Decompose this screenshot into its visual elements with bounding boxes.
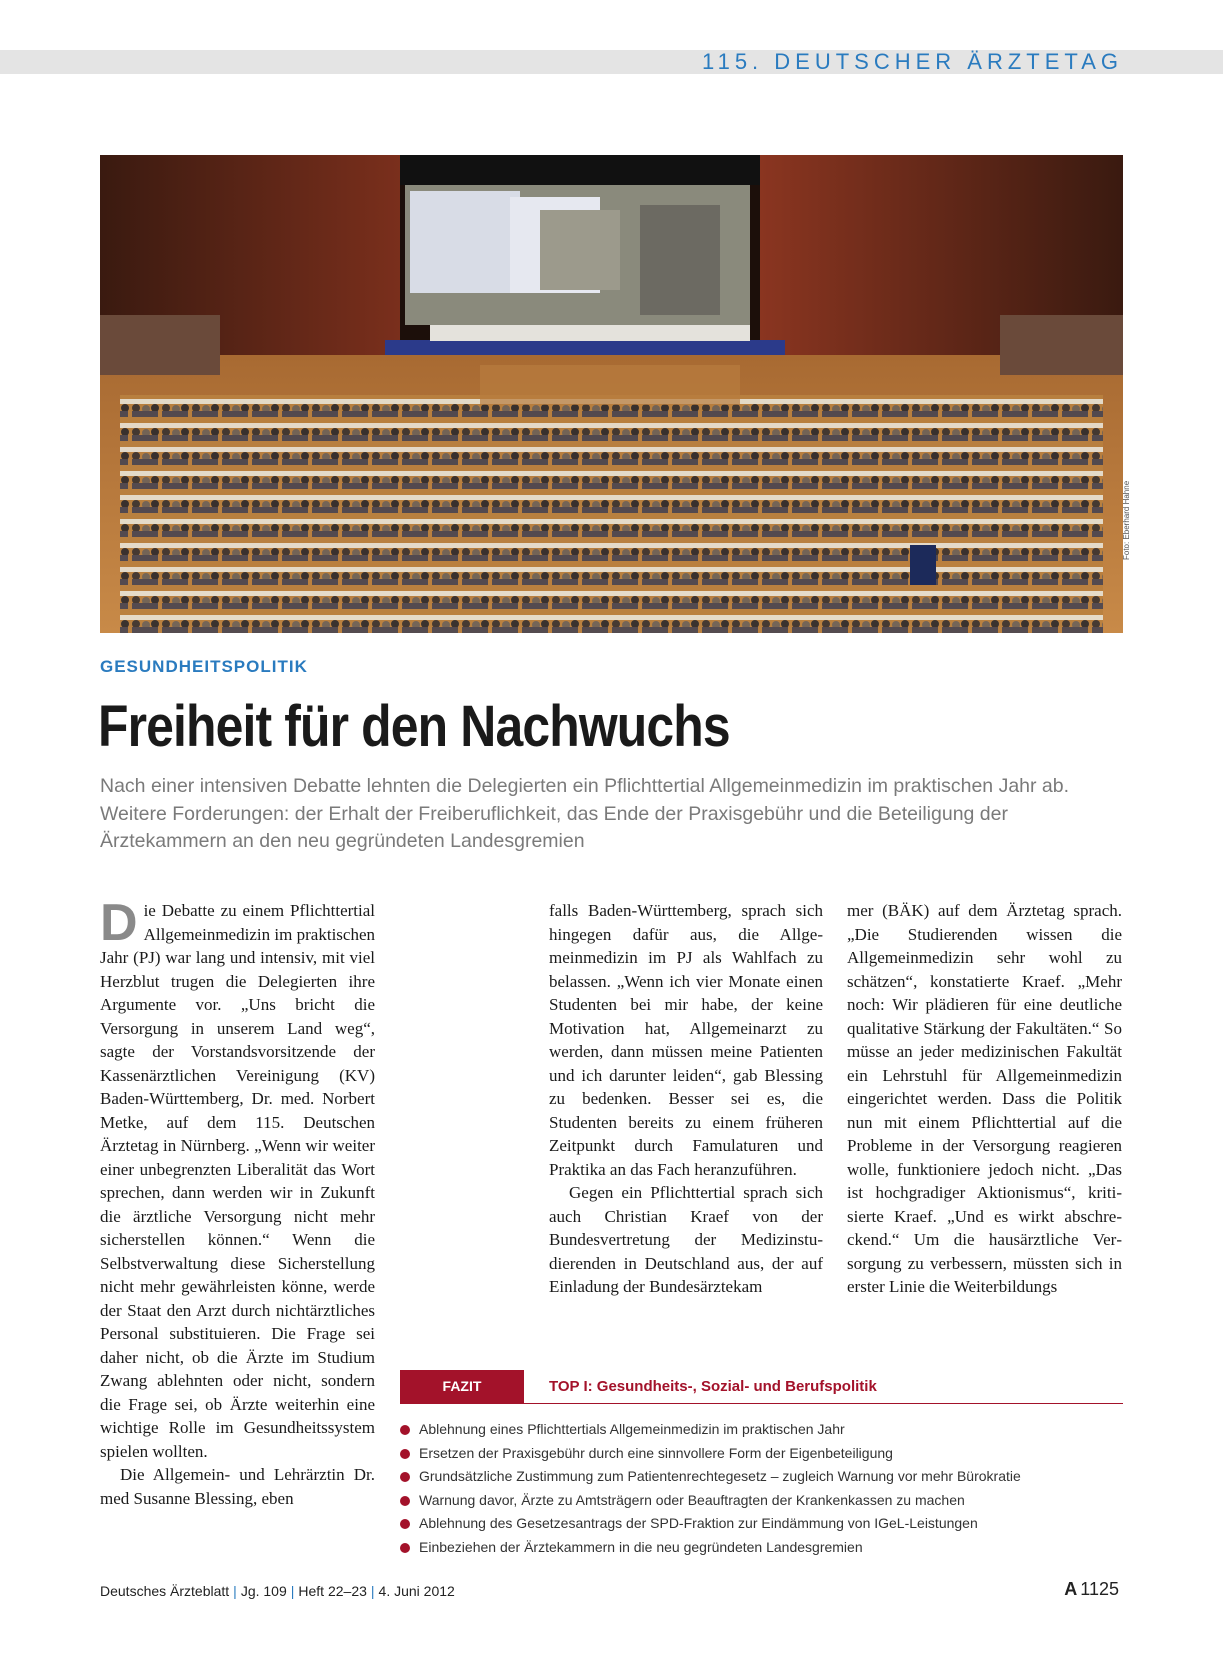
volume: Jg. 109 [240,1583,287,1599]
text-column-2 [549,899,823,1299]
drop-cap: D [100,894,138,952]
text-column-3 [847,899,1122,1299]
paragraph [100,894,375,1463]
issue: Heft 22–23 [298,1583,367,1599]
paragraph-text: ie Debatte zu einem Pflichttertial Allgemeinmedizin im praktischen Jahr (PJ) war lang und intensiv, mit viel Herzblut trugen die Delegierten ihre Argumente vor. „Uns bricht die Versorgung in unserem Land weg“, sagte der Vorstandsvorsitzende der Kassenärztlichen Vereinigung (KV) Baden-Württemberg, Dr. med. Norbert Metke, auf dem 115. Deutschen Ärztetag in Nürnberg. „Wenn wir weiter einer unbegrenzten Liberalität das Wort sprechen, dann werden wir in Zukunft die ärztliche Versorgung nicht mehr sicherstellen können.“ Wenn die Selbstverwaltung diese Sicherstellung nicht mehr gewährleisten könne, werde der Staat den Arzt durch nichtärztliches Personal substituieren. Die Frage sei daher nicht, ob die Ärzte im Studium Zwang ablehnten oder nicht, sondern die Frage sei, ob Ärzte weiterhin eine wichtige Rolle im Gesundheitssystem spielen wollten. [100,901,375,1461]
rubric: GESUNDHEITSPOLITIK [100,657,308,676]
issue-date: 4. Juni 2012 [378,1583,455,1599]
lead-paragraph: Nach einer intensiven Debatte lehnten die Delegierten ein Pflichttertial Allgemeinmedizin im praktischen Jahr ab. Weitere Forderungen: der Erhalt der Freiberuflichkeit, das Ende der Praxisgebühr und die Beteiligung der Ärztekammern an den neu gegründeten Landesgremien [100,775,1070,852]
bullet-icon [400,1543,410,1553]
paragraph: Die Allgemein- und Lehrärztin Dr. med Susanne Blessing, eben [100,1465,375,1508]
paragraph: mer (BÄK) auf dem Ärztetag sprach. „Die Studierenden wissen die Allgemeinmedizin sehr wohl zu schätzen“, konstatierte Kraef. „Mehr noch: Wir plädieren für eine deutliche qualitative Stärkung der Fakultäten.“ So müsse an jeder medizinischen Fakultät ein Lehrstuhl für Allgemeinmedizin eingerichtet werden. Dass die Politik nun mit einem Pflichttertial auf die Probleme in der Versorgung reagieren wolle, funktioniere jedoch nicht. „Das ist hochgradiger Aktionismus“, kritisierte Kraef. „Und es wirkt abschreckend.“ Um die hausärztliche Versorgung zu verbessern, müssten sich in erster Linie die Weiterbildungs [847,901,1122,1296]
fazit-label: FAZIT [400,1370,524,1403]
photo-credit: Foto: Eberhard Hahne [1122,480,1131,560]
page-prefix: A [1064,1579,1078,1599]
headline: Freiheit für den Nachwuchs [98,694,730,759]
fazit-title: TOP I: Gesundheits-, Sozial- und Berufspolitik [549,1378,877,1395]
fazit-header [400,1370,1123,1404]
separator: | [290,1583,295,1599]
fazit-box [400,1370,1123,1560]
paragraph: Gegen ein Pflichttertial sprach sich auch Christian Kraef von der Bundesvertretung der Medizinstudierenden in Deutschland aus, der auf Einladung der Bundesärztekam [549,1183,823,1296]
hero-photo [100,155,1123,633]
text-column-1 [100,894,375,1510]
list-item: Warnung davor, Ärzte zu Amtsträgern oder Beauftragten der Krankenkassen zu machen [400,1489,1123,1513]
list-item: Einbeziehen der Ärztekammern in die neu gegründeten Landesgremien [400,1536,1123,1560]
separator: | [233,1583,237,1599]
list-item: Grundsätzliche Zustimmung zum Patientenrechtegesetz – zugleich Warnung vor mehr Bürokratie [400,1465,1123,1489]
bullet-icon [400,1449,410,1459]
bullet-icon [400,1496,410,1506]
list-item: Ablehnung des Gesetzesantrags der SPD-Fraktion zur Eindämmung von IGeL-Leistungen [400,1512,1123,1536]
bullet-icon [400,1425,410,1435]
bullet-icon [400,1519,410,1529]
page-number [1064,1579,1119,1600]
separator: | [370,1583,375,1599]
paragraph: falls Baden-Württemberg, sprach sich hingegen dafür aus, die Allgemeinmedizin im PJ als Wahlfach zu belassen. „Wenn ich vier Monate einen Studenten bei mir habe, der keine Motivation hat, Allgemeinarzt zu werden, dann müssen meine Patienten und ich darunter leiden“, gab Blessing zu bedenken. Besser sei es, die Studenten bereits zu einem früheren Zeitpunkt durch Famulaturen und Praktika an das Fach heranzuführen. [549,901,823,1179]
section-title: 115. DEUTSCHER ÄRZTETAG [701,49,1123,74]
list-item: Ersetzen der Praxisgebühr durch eine sinnvollere Form der Eigenbeteiligung [400,1442,1123,1466]
bullet-icon [400,1472,410,1482]
footer [100,1583,455,1599]
list-item: Ablehnung eines Pflichttertials Allgemeinmedizin im praktischen Jahr [400,1418,1123,1442]
journal-name: Deutsches Ärzteblatt [100,1583,230,1599]
fazit-list [400,1418,1123,1560]
page-number-value: 1125 [1080,1579,1119,1599]
